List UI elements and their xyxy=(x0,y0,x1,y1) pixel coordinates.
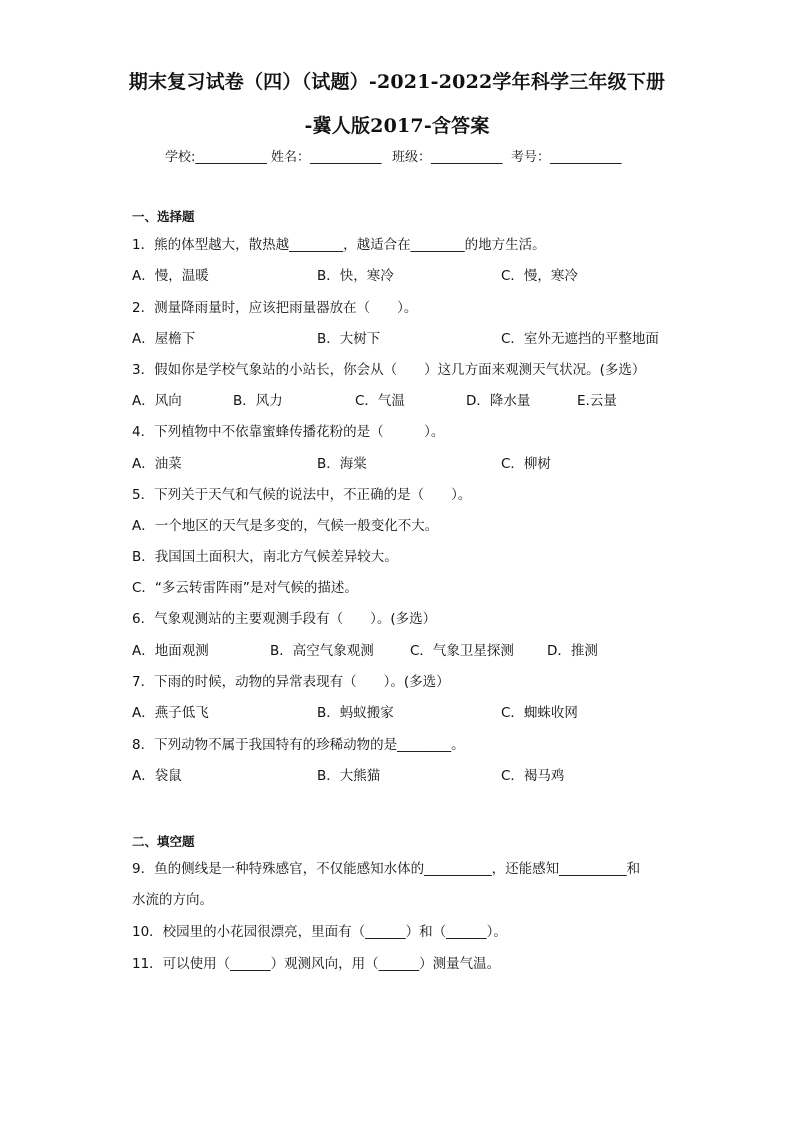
question-stem: 1．熊的体型越大，散热越________，越适合在________的地方生活。 xyxy=(132,237,546,253)
option: A．袋鼠 xyxy=(132,768,182,784)
question-stem: 9．鱼的侧线是一种特殊感官，不仅能感知水体的__________，还能感知__________和 xyxy=(132,861,641,877)
question-stem: 10．校园里的小花园很漂亮，里面有（______）和（______）。 xyxy=(132,924,507,940)
question-stem: 3．假如你是学校气象站的小站长，你会从（ ）这几方面来观测天气状况。(多选） xyxy=(132,362,646,378)
option: B．我国国土面积大，南北方气候差异较大。 xyxy=(132,549,398,565)
option: B．高空气象观测 xyxy=(270,643,374,659)
option: A．慢，温暖 xyxy=(132,268,209,284)
question-stem: 5．下列关于天气和气候的说法中，不正确的是（ ）。 xyxy=(132,487,472,503)
question-stem: 8．下列动物不属于我国特有的珍稀动物的是________。 xyxy=(132,737,465,753)
option: A．屋檐下 xyxy=(132,331,196,347)
question-stem: 2．测量降雨量时，应该把雨量器放在（ ）。 xyxy=(132,300,418,316)
option: B．大树下 xyxy=(317,331,381,347)
option: B．蚂蚁搬家 xyxy=(317,705,394,721)
option: C．气象卫星探测 xyxy=(410,643,514,659)
option: A．风向 xyxy=(132,393,182,409)
question-stem: 6．气象观测站的主要观测手段有（ ）。(多选） xyxy=(132,611,437,627)
option: C．褐马鸡 xyxy=(501,768,565,784)
section-heading-choice: 一、选择题 xyxy=(132,209,195,224)
option: A．油菜 xyxy=(132,456,182,472)
question-stem-continued: 水流的方向。 xyxy=(132,892,213,908)
option: D．推测 xyxy=(547,643,598,659)
question-stem: 4．下列植物中不依靠蜜蜂传播花粉的是（ ）。 xyxy=(132,424,445,440)
question-stem: 11．可以使用（______）观测风向，用（______）测量气温。 xyxy=(132,956,501,972)
option: D．降水量 xyxy=(466,393,531,409)
option: A．地面观测 xyxy=(132,643,209,659)
option: E.云量 xyxy=(577,393,617,409)
question-stem: 7．下雨的时候，动物的异常表现有（ ）。(多选） xyxy=(132,674,450,690)
info-number: 考号：___________ xyxy=(511,150,622,165)
option: B．大熊猫 xyxy=(317,768,381,784)
section-heading-fill: 二、填空题 xyxy=(132,834,195,849)
option: A．一个地区的天气是多变的，气候一般变化不大。 xyxy=(132,518,439,534)
option: C．室外无遮挡的平整地面 xyxy=(501,331,659,347)
option: C．“多云转雷阵雨”是对气候的描述。 xyxy=(132,580,358,596)
option: B．海棠 xyxy=(317,456,367,472)
option: B．风力 xyxy=(233,393,283,409)
option: C．气温 xyxy=(355,393,405,409)
doc-title-line1: 期末复习试卷（四）（试题）-2021-2022学年科学三年级下册 xyxy=(128,71,666,93)
doc-title-line2: -冀人版2017-含答案 xyxy=(304,115,490,137)
option: B．快，寒冷 xyxy=(317,268,394,284)
info-class: 班级：___________ xyxy=(392,150,503,165)
option: C．蜘蛛收网 xyxy=(501,705,578,721)
option: A．燕子低飞 xyxy=(132,705,209,721)
info-school: 学校:___________ xyxy=(165,150,267,165)
option: C．慢，寒冷 xyxy=(501,268,578,284)
option: C．柳树 xyxy=(501,456,551,472)
info-name: 姓名：___________ xyxy=(271,150,382,165)
